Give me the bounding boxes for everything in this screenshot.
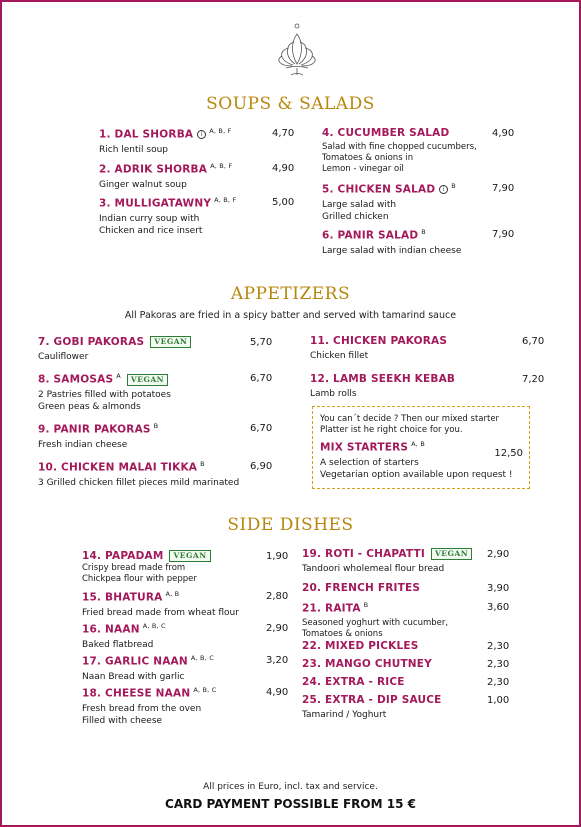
menu-item: 12. LAMB SEEKH KEBAB Lamb rolls — [310, 373, 456, 399]
menu-item: 2. ADRIK SHORBA $^{A, B, F}$ Ginger walnut soup — [99, 162, 233, 190]
price: 3,20 — [266, 655, 289, 666]
price: 6,90 — [250, 461, 273, 472]
menu-item: 24. EXTRA - RICE — [302, 676, 405, 688]
menu-item: 3. MULLIGATAWNY $^{A, B, F}$ Indian curry soup with Chicken and rice insert — [99, 196, 237, 236]
price: 2,30 — [487, 641, 510, 652]
menu-item: 10. CHICKEN MALAI TIKKA $^B$ 3 Grilled chicken fillet pieces mild marinated — [38, 460, 240, 488]
price: 2,90 — [266, 623, 289, 634]
menu-item: 18. CHEESE NAAN $^{A, B, C}$ Fresh bread from the oven Filled with cheese — [82, 686, 217, 726]
menu-item: 14. PAPADAM VEGAN Crispy bread made from Chickpea flour with pepper — [82, 550, 211, 585]
menu-item: 1. DAL SHORBA i $^{A, B, F}$ Rich lentil soup — [99, 127, 232, 155]
appetizers-note: All Pakoras are fried in a spicy batter and served with tamarind sauce — [124, 310, 457, 321]
price: 1,00 — [487, 695, 510, 706]
menu-item: 15. BHATURA $^{A, B}$ Fried bread made from wheat flour — [82, 590, 239, 618]
footer-note: All prices in Euro, incl. tax and service. — [203, 782, 378, 792]
price: 7,20 — [522, 374, 545, 385]
price: 3,60 — [487, 602, 510, 613]
info-circle-icon: i — [197, 130, 206, 139]
price: 5,70 — [250, 337, 273, 348]
menu-item: 8. SAMOSAS $^A$ VEGAN 2 Pastries filled with potatoes Green peas & almonds — [38, 372, 171, 412]
vegan-badge: VEGAN — [127, 374, 168, 386]
price: 7,90 — [492, 229, 515, 240]
vegan-badge: VEGAN — [150, 336, 191, 348]
price: 12,50 — [494, 448, 523, 459]
price: 1,90 — [266, 551, 289, 562]
mix-starters-box: You can´t decide ? Then our mixed starter Platter ist he right choice for you. MIX STARTERS $^{A, B}$ 12,50 A selection of starters Vegetarian option available upon request ! — [312, 406, 530, 489]
price: 6,70 — [250, 373, 273, 384]
price: 4,90 — [266, 687, 289, 698]
price: 5,00 — [272, 197, 295, 208]
price: 6,70 — [250, 423, 273, 434]
menu-item: 4. CUCUMBER SALAD Salad with fine chopped cucumbers, Tomatoes & onions in Lemon - vinegar oil — [322, 127, 477, 174]
menu-item: 19. ROTI - CHAPATTI VEGAN Tandoori wholemeal flour bread — [302, 548, 472, 576]
section-title-soups: SOUPS & SALADS — [206, 94, 375, 114]
menu-item: 21. RAITA $^B$ Seasoned yoghurt with cucumber, Tomatoes & onions — [302, 601, 449, 639]
menu-item: 16. NAAN $^{A, B, C}$ Baked flatbread — [82, 622, 166, 650]
menu-item: 6. PANIR SALAD $^B$ Large salad with indian cheese — [322, 228, 462, 256]
price: 4,90 — [492, 128, 515, 139]
menu-item: 5. CHICKEN SALAD i $^B$ Large salad with Grilled chicken — [322, 182, 456, 222]
vegan-badge: VEGAN — [431, 548, 472, 560]
menu-item: 17. GARLIC NAAN $^{A, B, C}$ Naan Bread with garlic — [82, 654, 214, 682]
info-circle-icon: i — [439, 185, 448, 194]
menu-item: 25. EXTRA - DIP SAUCE Tamarind / Yoghurt — [302, 694, 442, 720]
price: 2,80 — [266, 591, 289, 602]
section-title-sides: SIDE DISHES — [227, 515, 354, 535]
price: 4,70 — [272, 128, 295, 139]
lotus-logo — [274, 20, 320, 80]
menu-item: 11. CHICKEN PAKORAS Chicken fillet — [310, 335, 448, 361]
vegan-badge: VEGAN — [169, 550, 210, 562]
price: 4,90 — [272, 163, 295, 174]
footer-payment: CARD PAYMENT POSSIBLE FROM 15 € — [165, 797, 416, 811]
menu-item: 23. MANGO CHUTNEY — [302, 658, 432, 670]
price: 2,90 — [487, 549, 510, 560]
section-title-appetizers: APPETIZERS — [230, 284, 351, 304]
menu-item: 7. GOBI PAKORAS VEGAN Cauliflower — [38, 336, 191, 364]
menu-item: 22. MIXED PICKLES — [302, 640, 419, 652]
menu-item: 9. PANIR PAKORAS $^B$ Fresh indian cheese — [38, 422, 159, 450]
price: 2,30 — [487, 677, 510, 688]
menu-item: 20. FRENCH FRITES — [302, 582, 421, 594]
price: 6,70 — [522, 336, 545, 347]
price: 2,30 — [487, 659, 510, 670]
price: 7,90 — [492, 183, 515, 194]
price: 3,90 — [487, 583, 510, 594]
